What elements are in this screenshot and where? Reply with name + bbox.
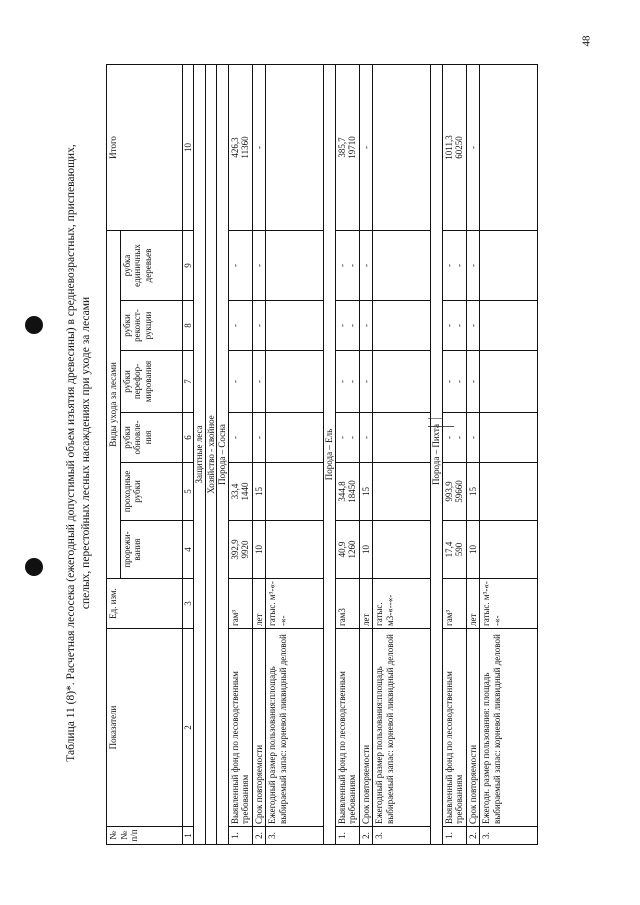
cell-value — [374, 353, 385, 410]
value-cell — [480, 351, 538, 413]
unit-value: -«- — [491, 615, 502, 626]
cell-value — [240, 415, 251, 460]
value-cell — [266, 301, 324, 351]
value-cell — [252, 413, 266, 463]
unit-value: га — [267, 618, 277, 626]
cell-value: 1011,3 — [443, 135, 454, 160]
row-label: Ежегодн. размер пользования: площадь выбираемый запас: корневой ликвидный деловой — [480, 629, 538, 827]
value-cell — [359, 301, 373, 351]
value-cell — [252, 351, 266, 413]
value-cell — [442, 521, 466, 579]
cell-value: - — [467, 264, 478, 267]
cell-value — [267, 465, 278, 518]
value-cell — [359, 64, 373, 230]
cell-value — [240, 303, 251, 348]
value-cell — [442, 301, 466, 351]
value-cell — [466, 301, 480, 351]
value-cell — [228, 351, 252, 413]
value-cell — [335, 521, 359, 579]
row-label: Выявленный фонд по лесоводственным требованиям — [442, 629, 466, 827]
caption-line-1: Таблица 11 (8)*. Расчетная лесосека (ежегодный допустимый объем изъятия древесины) в средневозрастных, приспевающих, — [65, 144, 77, 762]
col-number: 3 — [182, 579, 194, 629]
cell-value — [481, 465, 492, 518]
value-cell — [266, 521, 324, 579]
cell-value: - — [467, 380, 478, 383]
cell-value: - — [454, 380, 464, 383]
header-col-renewal: рубки обновле-ния — [120, 413, 182, 463]
cell-value: - — [360, 324, 371, 327]
value-cell — [228, 230, 252, 300]
cell-value: 1440 — [240, 482, 250, 501]
unit-value: га — [229, 618, 240, 626]
cell-value: - — [467, 324, 478, 327]
row-label: Срок повторяемости — [252, 629, 266, 827]
cell-value: 344,8 — [336, 481, 347, 502]
cell-value — [481, 303, 492, 348]
col-number: 6 — [182, 413, 194, 463]
unit-value: -«- — [481, 581, 491, 592]
cell-value: - — [347, 264, 357, 267]
cell-value: 60250 — [454, 136, 464, 159]
cell-value: - — [360, 145, 371, 149]
value-cell — [335, 351, 359, 413]
unit-value: га — [374, 618, 384, 626]
rotated-content — [60, 53, 640, 853]
unit-value: лет — [360, 613, 371, 626]
value-cell — [252, 64, 266, 230]
row-unit — [480, 579, 538, 629]
cell-value: 19710 — [347, 136, 357, 159]
value-cell — [373, 413, 431, 463]
unit-value: га — [336, 618, 347, 626]
cell-value: - — [454, 324, 464, 327]
table-row — [359, 64, 373, 844]
table-body — [217, 64, 538, 844]
cell-value — [481, 233, 492, 298]
table-row — [335, 64, 359, 844]
cell-value — [267, 353, 278, 410]
table-caption — [64, 53, 94, 853]
row-number: 1. — [335, 827, 359, 845]
value-cell — [480, 463, 538, 521]
value-cell — [442, 463, 466, 521]
cell-value: - — [253, 380, 264, 383]
value-cell — [442, 64, 466, 230]
row-label: Срок повторяемости — [359, 629, 373, 827]
header-col-reformation: рубки перефор-мирования — [120, 351, 182, 413]
cell-value — [240, 233, 251, 298]
cell-value — [240, 353, 251, 410]
cell-value — [267, 233, 278, 298]
cell-value: - — [253, 145, 264, 149]
caption-line-2: спелых, перестойных лесных насаждениях при уходе за лесами — [80, 296, 92, 610]
cell-value: 1260 — [347, 540, 357, 559]
cell-value: - — [336, 436, 347, 439]
column-numbers-row — [182, 64, 194, 844]
value-cell — [373, 64, 431, 230]
value-cell — [359, 413, 373, 463]
value-cell — [466, 351, 480, 413]
unit-value: га — [481, 618, 491, 626]
cell-value — [267, 523, 278, 576]
cell-value: - — [253, 264, 264, 267]
section-economy: Хозяйство - хвойное — [205, 64, 217, 844]
cell-value: - — [443, 264, 454, 267]
cell-value: 17,4 — [443, 541, 454, 558]
punch-hole-top — [25, 316, 43, 334]
cell-value: - — [336, 380, 347, 383]
cell-value: 10 — [467, 545, 478, 554]
value-cell — [480, 301, 538, 351]
cell-value: - — [347, 380, 357, 383]
cell-value: 18450 — [347, 480, 357, 503]
cell-value: - — [443, 436, 454, 439]
value-cell — [480, 64, 538, 230]
value-cell — [228, 301, 252, 351]
value-cell — [373, 301, 431, 351]
cell-value: - — [229, 264, 240, 267]
table-row — [466, 64, 480, 844]
cell-value: 9920 — [240, 540, 250, 559]
row-unit — [359, 579, 373, 629]
cell-value: - — [347, 324, 357, 327]
cell-value — [374, 67, 385, 228]
cell-value: - — [253, 324, 264, 327]
value-cell — [373, 463, 431, 521]
value-cell — [466, 64, 480, 230]
value-cell — [266, 351, 324, 413]
unit-value: -«- — [384, 605, 395, 616]
cell-value: 15 — [253, 487, 264, 496]
cell-value: - — [454, 436, 464, 439]
cell-value: 10 — [253, 545, 264, 554]
data-table — [106, 64, 538, 845]
unit-value: га — [443, 618, 454, 626]
col-number: 1 — [182, 827, 194, 845]
cell-value — [374, 465, 385, 518]
value-cell — [373, 351, 431, 413]
row-number: 1. — [228, 827, 252, 845]
cell-value: 33,4 — [229, 483, 240, 500]
value-cell — [466, 463, 480, 521]
unit-value: лет — [253, 613, 264, 626]
value-cell — [480, 230, 538, 300]
table-row — [442, 64, 466, 844]
unit-value: тыс. м³ — [267, 591, 277, 619]
value-cell — [252, 230, 266, 300]
cell-value: - — [336, 324, 347, 327]
value-cell — [335, 463, 359, 521]
header-num: №№ п/п — [107, 827, 183, 845]
value-cell — [335, 230, 359, 300]
cell-value: 59660 — [454, 480, 464, 503]
cell-value — [374, 233, 385, 298]
cell-value: - — [443, 324, 454, 327]
table-row — [228, 64, 252, 844]
row-unit — [252, 579, 266, 629]
row-label: Выявленный фонд по лесоводственным требованиям — [335, 629, 359, 827]
value-cell — [228, 521, 252, 579]
value-cell — [266, 463, 324, 521]
row-unit — [335, 579, 359, 629]
unit-value: м3 — [336, 608, 347, 619]
row-number: 2. — [466, 827, 480, 845]
value-cell — [228, 413, 252, 463]
value-cell — [466, 230, 480, 300]
cell-value — [267, 67, 278, 228]
header-types: Виды ухода за лесами — [107, 230, 121, 578]
value-cell — [252, 301, 266, 351]
cell-value: - — [336, 264, 347, 267]
value-cell — [266, 64, 324, 230]
cell-value: 385,7 — [336, 137, 347, 158]
breed-title: Порода – Пихта — [431, 64, 443, 844]
unit-value: м³ — [229, 609, 240, 619]
cell-value: - — [443, 380, 454, 383]
col-number: 8 — [182, 301, 194, 351]
header-col-reconstruction: рубки реконст-рукции — [120, 301, 182, 351]
col-number: 7 — [182, 351, 194, 413]
row-label: Выявленный фонд по лесоводственным требованиям — [228, 629, 252, 827]
breed-title: Порода – Ель — [324, 64, 336, 844]
cell-value — [374, 523, 385, 576]
punch-hole-bottom — [25, 558, 43, 576]
value-cell — [335, 301, 359, 351]
cell-value: 15 — [360, 487, 371, 496]
cell-value: - — [229, 324, 240, 327]
header-unit: Ед. изм. — [107, 579, 183, 629]
col-number: 9 — [182, 230, 194, 300]
value-cell — [228, 64, 252, 230]
cell-value — [481, 67, 492, 228]
value-cell — [442, 413, 466, 463]
cell-value: 590 — [454, 542, 464, 557]
cell-value: 392,9 — [229, 539, 240, 560]
cell-value — [481, 523, 492, 576]
cell-value: - — [467, 436, 478, 439]
cell-value: - — [360, 436, 371, 439]
value-cell — [359, 463, 373, 521]
cell-value: - — [360, 380, 371, 383]
value-cell — [228, 463, 252, 521]
row-label: Срок повторяемости — [466, 629, 480, 827]
cell-value — [267, 415, 278, 460]
table-row — [480, 64, 538, 844]
header-indicator: Показатели — [107, 629, 183, 827]
cell-value: 993,9 — [443, 481, 454, 502]
header-total: Итого — [107, 64, 183, 230]
value-cell — [335, 64, 359, 230]
cell-value: 15 — [467, 487, 478, 496]
header-col-single-trees: рубка единичных деревьев — [120, 230, 182, 300]
cell-value: - — [467, 145, 478, 149]
col-number: 5 — [182, 463, 194, 521]
cell-value: 40,9 — [336, 541, 347, 558]
header-col-thinning: прорежи-вания — [120, 521, 182, 579]
row-number: 3. — [266, 827, 324, 845]
row-unit — [466, 579, 480, 629]
unit-value: -«- — [267, 581, 277, 592]
row-number: 2. — [252, 827, 266, 845]
cell-value: - — [229, 436, 240, 439]
cell-value: - — [347, 436, 357, 439]
value-cell — [359, 230, 373, 300]
row-unit — [442, 579, 466, 629]
row-number: 2. — [359, 827, 373, 845]
cell-value: 426,3 — [229, 137, 240, 158]
unit-value: -«- — [384, 594, 395, 606]
section-forest: Защитные леса — [194, 64, 206, 844]
row-number: 3. — [373, 827, 431, 845]
cell-value: - — [253, 436, 264, 439]
value-cell — [359, 351, 373, 413]
cell-value — [481, 415, 492, 460]
cell-value — [374, 415, 385, 460]
row-number: 3. — [480, 827, 538, 845]
cell-value — [267, 303, 278, 348]
value-cell — [252, 521, 266, 579]
row-unit — [266, 579, 324, 629]
value-cell — [480, 521, 538, 579]
row-label: Ежегодный размер пользования:площадь выбираемый запас: корневой ликвидный деловой — [266, 629, 324, 827]
value-cell — [466, 413, 480, 463]
unit-value: лет — [467, 613, 478, 626]
value-cell — [266, 413, 324, 463]
value-cell — [373, 230, 431, 300]
cell-value — [481, 353, 492, 410]
unit-value: тыс. м3 — [374, 602, 395, 626]
row-label: Ежегодный размер пользования:площадь выбираемый запас: корневой ликвидный деловой — [373, 629, 431, 827]
unit-value: -«- — [277, 615, 288, 626]
value-cell — [335, 413, 359, 463]
table-row — [252, 64, 266, 844]
col-number: 2 — [182, 629, 194, 827]
col-number: 10 — [182, 64, 194, 230]
table-row — [373, 64, 431, 844]
value-cell — [442, 351, 466, 413]
header-col-passing: проходные рубки — [120, 463, 182, 521]
row-unit — [373, 579, 431, 629]
row-unit — [228, 579, 252, 629]
unit-value: тыс. м³ — [481, 591, 491, 619]
unit-value: м³ — [443, 609, 454, 619]
cell-value: - — [360, 264, 371, 267]
breed-title: Порода – Сосна — [217, 64, 229, 844]
value-cell — [466, 521, 480, 579]
value-cell — [252, 463, 266, 521]
value-cell — [480, 413, 538, 463]
page-number: 48 — [580, 35, 593, 47]
value-cell — [442, 230, 466, 300]
value-cell — [373, 521, 431, 579]
cell-value: 11360 — [240, 136, 250, 159]
col-number: 4 — [182, 521, 194, 579]
row-number: 1. — [442, 827, 466, 845]
cell-value: - — [454, 264, 464, 267]
value-cell — [359, 521, 373, 579]
cell-value: 10 — [360, 545, 371, 554]
cell-value: - — [229, 380, 240, 383]
cell-value — [374, 303, 385, 348]
value-cell — [266, 230, 324, 300]
table-row — [266, 64, 324, 844]
